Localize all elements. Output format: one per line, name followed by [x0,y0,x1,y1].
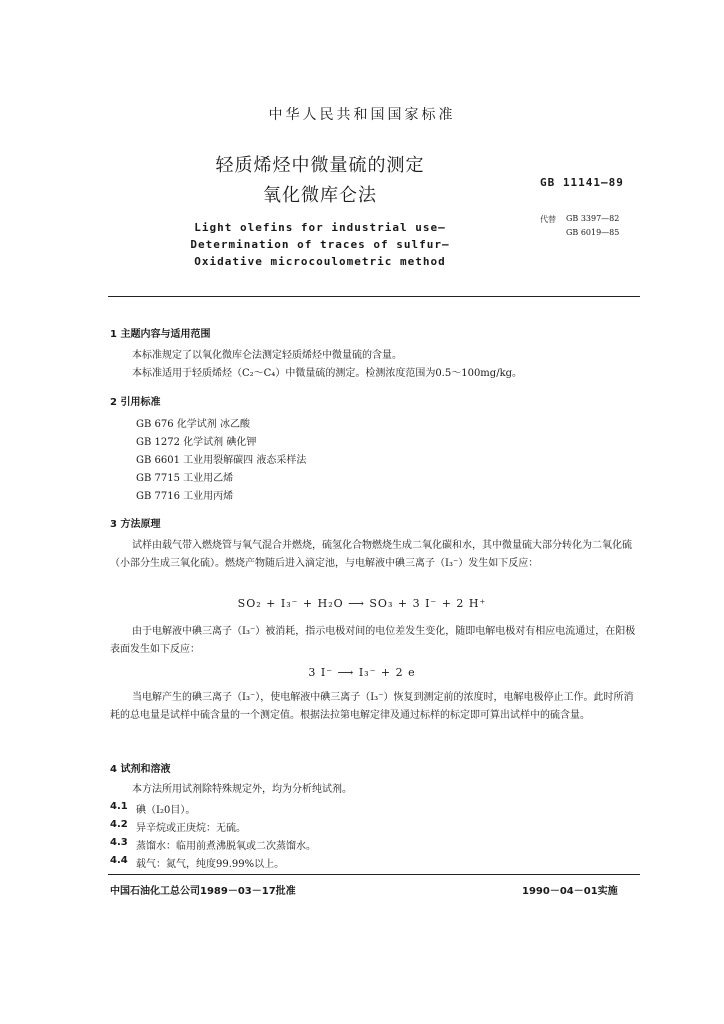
section-3-paragraph-3: 当电解产生的碘三离子（I₃⁻），使电解液中碘三离子（I₃⁻）恢复到测定前的浓度时，电解电极停止工作。此时所消耗的总电量是试样中硫含量的一个测定值。根据法拉第电解定律及通过标样的标定即可算出试样中的硫含量。 [110,692,634,721]
title-english-line-2: Determination of traces of sulfur— [190,238,450,251]
section-4-intro: 本方法所用试剂除特殊规定外，均为分析纯试剂。 [132,784,352,795]
subsection-number: 4.4 [110,855,128,866]
section-1-paragraph-1: 本标准规定了以氧化微库仑法测定轻质烯烃中微量硫的含量。 [132,350,402,361]
subsection-text: 异辛烷或正庚烷：无硫。 [136,823,246,834]
subsection-number: 4.3 [110,837,128,848]
title-chinese-line-1: 轻质烯烃中微量硫的测定 [215,155,425,176]
reference-standard-item: GB 7716 工业用丙烯 [136,491,234,502]
subsection-text: 载气：氮气，纯度99.99%以上。 [136,859,285,870]
reaction-equation-2: 3 I⁻ ⟶ I₃⁻ + 2 e [308,666,416,679]
section-3-paragraph-1: 试样由载气带入燃烧管与氧气混合并燃烧，硫氢化合物燃烧生成二氧化碳和水，其中微量硫大部分转化为二氧化硫（小部分生成三氧化硫）。燃烧产物随后进入滴定池，与电解液中碘三离子（I₃⁻）发生如下反应： [110,540,632,569]
section-1-paragraph-2: 本标准适用于轻质烯烃（C₂～C₄）中微量硫的测定。检测浓度范围为0.5～100mg/kg。 [132,368,523,379]
section-1-heading: 1 主题内容与适用范围 [110,329,211,340]
footer-divider [108,874,640,875]
reference-standard-item: GB 6601 工业用裂解碳四 液态采样法 [136,455,307,466]
title-english-line-1: Light olefins for industrial use— [194,221,446,234]
reaction-equation-1: SO₂ + I₃⁻ + H₂O ⟶ SO₃ + 3 I⁻ + 2 H⁺ [237,597,487,610]
title-english-line-3: Oxidative microcoulometric method [194,255,446,268]
reference-standard-item: GB 1272 化学试剂 碘化钾 [136,437,257,448]
header-divider [108,296,640,297]
implementation-date: 1990－04－01实施 [522,886,618,897]
national-standard-header: 中华人民共和国国家标准 [268,107,456,123]
section-2-heading: 2 引用标准 [110,397,161,408]
reference-standard-item: GB 7715 工业用乙烯 [136,473,234,484]
subsection-text: 蒸馏水：临用前煮沸脱氧或二次蒸馏水。 [136,841,316,852]
replaces-standard-2: GB 6019—85 [566,228,620,237]
section-4-heading: 4 试剂和溶液 [110,764,171,775]
replaces-label: 代替 [540,215,556,224]
replaces-standard-1: GB 3397—82 [566,214,620,223]
subsection-number: 4.1 [110,801,128,812]
approval-date: 中国石油化工总公司1989－03－17批准 [110,886,296,897]
section-3-paragraph-2: 由于电解液中碘三离子（I₃⁻）被消耗，指示电极对间的电位差发生变化，随即电解电极对有相应电流通过，在阳极表面发生如下反应： [110,626,636,655]
section-3-heading: 3 方法原理 [110,519,161,530]
title-chinese-line-2: 氧化微库仑法 [263,185,377,206]
subsection-number: 4.2 [110,819,128,830]
subsection-text: 碘（I₂0目）。 [136,805,196,816]
standard-code: GB 11141—89 [540,176,624,189]
reference-standard-item: GB 676 化学试剂 冰乙酸 [136,419,250,430]
